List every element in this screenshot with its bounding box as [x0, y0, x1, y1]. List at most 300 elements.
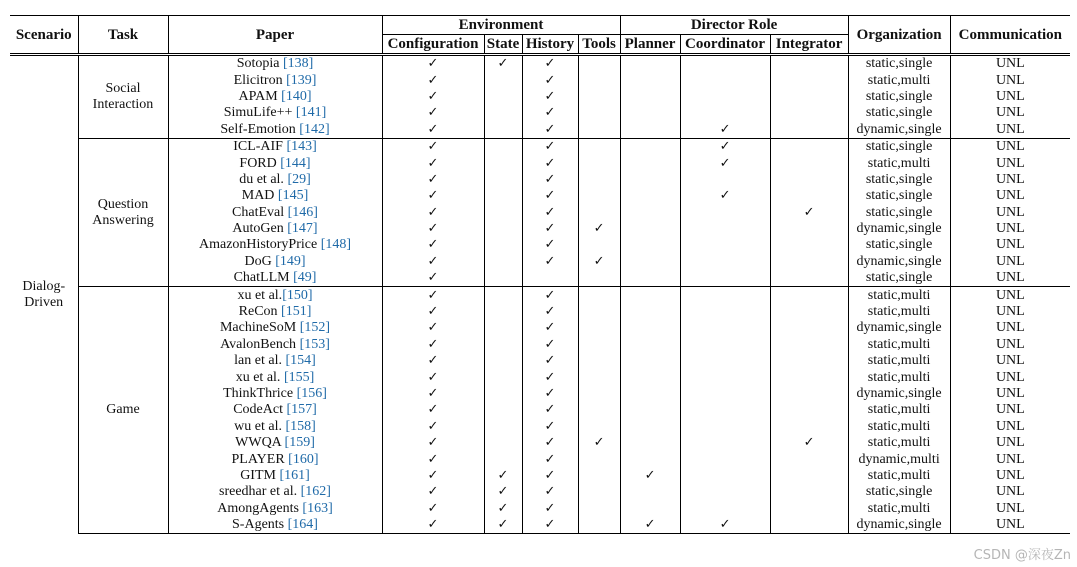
- citation-ref[interactable]: [149]: [275, 253, 306, 269]
- tools-cell: [578, 337, 620, 353]
- paper-cell: [168, 517, 382, 534]
- organization-cell: static,single: [848, 188, 950, 204]
- state-cell: [484, 55, 522, 73]
- communication-cell: UNL: [995, 451, 1025, 467]
- check-mark: ✓: [719, 121, 731, 137]
- check-mark: ✓: [427, 155, 439, 171]
- tools-cell: [578, 402, 620, 418]
- organization-cell: dynamic,single: [848, 221, 950, 237]
- state-cell: [484, 402, 522, 418]
- table-row: [10, 468, 1070, 484]
- paper-name: MAD: [241, 188, 275, 204]
- citation-ref[interactable]: [155]: [283, 369, 315, 385]
- citation-ref[interactable]: [49]: [293, 270, 317, 286]
- communication-cell: UNL: [995, 418, 1025, 434]
- configuration-cell: [382, 155, 484, 171]
- history-cell: [522, 353, 578, 369]
- state-cell: [484, 337, 522, 353]
- configuration-cell: [382, 89, 484, 105]
- integrator-cell: [770, 517, 848, 534]
- paper-name: CodeAct: [233, 402, 283, 418]
- tools-cell: [578, 188, 620, 204]
- history-cell: [522, 517, 578, 534]
- task-cell: Social Interaction: [78, 55, 168, 139]
- check-mark: ✓: [593, 435, 605, 451]
- integrator-cell: [770, 172, 848, 188]
- organization-cell: static,multi: [848, 304, 950, 320]
- configuration-cell: [382, 484, 484, 500]
- history-cell: [522, 484, 578, 500]
- table-row: [10, 501, 1070, 517]
- state-cell: [484, 72, 522, 88]
- header-paper: Paper: [168, 16, 382, 55]
- state-cell: [484, 451, 522, 467]
- citation-ref[interactable]: [139]: [286, 72, 317, 88]
- paper-cell: [168, 172, 382, 188]
- check-mark: ✓: [497, 517, 509, 533]
- check-mark: ✓: [544, 253, 556, 269]
- check-mark: ✓: [544, 105, 556, 121]
- tools-cell: [578, 72, 620, 88]
- citation-ref[interactable]: [157]: [286, 402, 317, 418]
- communication-cell: UNL: [995, 402, 1025, 418]
- table-row: [10, 287, 1070, 304]
- check-mark: ✓: [544, 320, 556, 336]
- table-row: [10, 419, 1070, 435]
- history-cell: [522, 254, 578, 270]
- tools-cell: [578, 304, 620, 320]
- communication-cell: UNL: [995, 188, 1025, 204]
- configuration-cell: [382, 353, 484, 369]
- state-cell: [484, 419, 522, 435]
- integrator-cell: [770, 369, 848, 385]
- paper-name: APAM: [238, 88, 278, 104]
- citation-ref[interactable]: [146]: [287, 204, 318, 220]
- citation-ref[interactable]: [154]: [285, 353, 316, 369]
- paper-cell: [168, 55, 382, 73]
- coordinator-cell: [680, 484, 770, 500]
- configuration-cell: [382, 419, 484, 435]
- check-mark: ✓: [427, 121, 439, 137]
- check-mark: ✓: [497, 500, 509, 516]
- communication-cell: UNL: [995, 56, 1025, 72]
- integrator-cell: [770, 55, 848, 73]
- integrator-cell: [770, 122, 848, 139]
- history-cell: [522, 419, 578, 435]
- table-row: [10, 205, 1070, 221]
- organization-cell: static,multi: [848, 419, 950, 435]
- coordinator-cell: [680, 155, 770, 171]
- planner-cell: [620, 55, 680, 73]
- paper-cell: [168, 270, 382, 287]
- check-mark: ✓: [427, 500, 439, 516]
- planner-cell: [620, 270, 680, 287]
- planner-cell: [620, 221, 680, 237]
- citation-ref[interactable]: [162]: [300, 484, 331, 500]
- citation-ref[interactable]: [138]: [282, 56, 314, 72]
- coordinator-cell: [680, 205, 770, 221]
- paper-name: wu et al.: [234, 418, 282, 434]
- table-row: [10, 155, 1070, 171]
- communication-cell: UNL: [995, 72, 1025, 88]
- communication-cell: UNL: [950, 517, 1070, 534]
- header-coordinator: Coordinator: [680, 35, 770, 55]
- header-history: History: [522, 35, 578, 55]
- tools-cell: [578, 353, 620, 369]
- table-row: [10, 304, 1070, 320]
- coordinator-cell: [680, 188, 770, 204]
- integrator-cell: [770, 402, 848, 418]
- history-cell: [522, 72, 578, 88]
- check-mark: ✓: [544, 353, 556, 369]
- state-cell: [484, 484, 522, 500]
- planner-cell: [620, 205, 680, 221]
- organization-cell: static,multi: [848, 155, 950, 171]
- history-cell: [522, 205, 578, 221]
- communication-cell: UNL: [995, 467, 1025, 483]
- planner-cell: [620, 353, 680, 369]
- check-mark: ✓: [427, 221, 439, 237]
- history-cell: [522, 320, 578, 336]
- table-row: [10, 105, 1070, 121]
- check-mark: ✓: [544, 484, 556, 500]
- history-cell: [522, 468, 578, 484]
- citation-ref[interactable]: [158]: [285, 418, 316, 434]
- configuration-cell: [382, 221, 484, 237]
- check-mark: ✓: [427, 517, 439, 533]
- paper-cell: [168, 468, 382, 484]
- check-mark: ✓: [803, 435, 815, 451]
- integrator-cell: [770, 353, 848, 369]
- table-row: [10, 172, 1070, 188]
- tools-cell: [578, 501, 620, 517]
- configuration-cell: [382, 172, 484, 188]
- check-mark: ✓: [427, 369, 439, 385]
- check-mark: ✓: [544, 139, 556, 155]
- tools-cell: [578, 105, 620, 121]
- organization-cell: dynamic,multi: [848, 451, 950, 467]
- communication-cell: UNL: [950, 287, 1070, 304]
- comparison-table: [10, 15, 1070, 534]
- table-row: [10, 122, 1070, 139]
- communication-cell: UNL: [995, 500, 1025, 516]
- check-mark: ✓: [427, 386, 439, 401]
- configuration-cell: [382, 188, 484, 204]
- check-mark: ✓: [544, 402, 556, 418]
- header-scenario: Scenario: [10, 16, 78, 55]
- paper-name: ThinkThrice: [223, 386, 294, 401]
- history-cell: [522, 89, 578, 105]
- organization-cell: static,multi: [848, 337, 950, 353]
- tools-cell: [578, 205, 620, 221]
- tools-cell: [578, 484, 620, 500]
- state-cell: [484, 468, 522, 484]
- citation-ref[interactable]: [147]: [287, 221, 318, 237]
- citation-ref[interactable]: [143]: [286, 139, 317, 155]
- planner-cell: [620, 155, 680, 171]
- organization-cell: static,single: [848, 138, 950, 155]
- citation-ref[interactable]: [144]: [280, 155, 311, 171]
- state-cell: [484, 254, 522, 270]
- tools-cell: [578, 138, 620, 155]
- check-mark: ✓: [719, 155, 731, 171]
- table-row: [10, 484, 1070, 500]
- check-mark: ✓: [544, 336, 556, 352]
- state-cell: [484, 138, 522, 155]
- integrator-cell: [770, 237, 848, 253]
- header-integrator: Integrator: [770, 35, 848, 55]
- coordinator-cell: [680, 105, 770, 121]
- coordinator-cell: [680, 468, 770, 484]
- planner-cell: [620, 419, 680, 435]
- state-cell: [484, 386, 522, 402]
- organization-cell: static,multi: [848, 72, 950, 88]
- tools-cell: [578, 419, 620, 435]
- organization-cell: static,single: [848, 55, 950, 73]
- check-mark: ✓: [544, 369, 556, 385]
- organization-cell: dynamic,single: [848, 386, 950, 402]
- table-row: [10, 353, 1070, 369]
- check-mark: ✓: [427, 171, 439, 187]
- paper-name: FORD: [239, 155, 277, 171]
- configuration-cell: [382, 138, 484, 155]
- citation-ref[interactable]: [152]: [299, 320, 331, 336]
- tools-cell: [578, 89, 620, 105]
- state-cell: [484, 304, 522, 320]
- check-mark: ✓: [544, 418, 556, 434]
- integrator-cell: [770, 484, 848, 500]
- coordinator-cell: [680, 270, 770, 287]
- state-cell: [484, 320, 522, 336]
- integrator-cell: [770, 304, 848, 320]
- integrator-cell: [770, 254, 848, 270]
- table-row: [10, 89, 1070, 105]
- state-cell: [484, 435, 522, 451]
- organization-cell: static,single: [848, 484, 950, 500]
- tools-cell: [578, 221, 620, 237]
- coordinator-cell: [680, 138, 770, 155]
- citation-ref[interactable]: [156]: [296, 386, 327, 401]
- task-cell: Game: [78, 287, 168, 534]
- citation-ref[interactable]: [141]: [295, 105, 327, 121]
- paper-cell: [168, 402, 382, 418]
- integrator-cell: [770, 435, 848, 451]
- history-cell: [522, 451, 578, 467]
- paper-name: AvalonBench: [220, 336, 297, 352]
- integrator-cell: [770, 155, 848, 171]
- paper-cell: [168, 353, 382, 369]
- planner-cell: [620, 369, 680, 385]
- check-mark: ✓: [497, 484, 509, 500]
- history-cell: [522, 287, 578, 304]
- tools-cell: [578, 270, 620, 287]
- table-body: [10, 55, 1070, 534]
- communication-cell: UNL: [995, 204, 1025, 220]
- integrator-cell: [770, 188, 848, 204]
- paper-name: ICL-AIF: [233, 139, 283, 155]
- citation-ref[interactable]: [153]: [299, 336, 330, 352]
- paper-name: lan et al.: [234, 353, 282, 369]
- coordinator-cell: [680, 402, 770, 418]
- state-cell: [484, 122, 522, 139]
- paper-name: GITM: [240, 467, 276, 483]
- state-cell: [484, 155, 522, 171]
- table-row: [10, 254, 1070, 270]
- paper-cell: [168, 451, 382, 467]
- citation-ref[interactable]: [163]: [302, 500, 333, 516]
- organization-cell: dynamic,single: [848, 320, 950, 336]
- check-mark: ✓: [427, 320, 439, 336]
- configuration-cell: [382, 55, 484, 73]
- integrator-cell: [770, 386, 848, 402]
- coordinator-cell: [680, 55, 770, 73]
- history-cell: [522, 369, 578, 385]
- check-mark: ✓: [544, 451, 556, 467]
- tools-cell: [578, 55, 620, 73]
- planner-cell: [620, 138, 680, 155]
- table-row: [10, 451, 1070, 467]
- history-cell: [522, 155, 578, 171]
- header-director-role: Director Role: [620, 16, 848, 35]
- paper-name: SimuLife++: [223, 105, 293, 121]
- citation-ref[interactable]: [145]: [277, 188, 309, 204]
- organization-cell: dynamic,single: [848, 517, 950, 534]
- table-row: [10, 337, 1070, 353]
- paper-name: PLAYER: [231, 451, 285, 467]
- organization-cell: static,single: [848, 89, 950, 105]
- tools-cell: [578, 451, 620, 467]
- configuration-cell: [382, 386, 484, 402]
- history-cell: [522, 402, 578, 418]
- history-cell: [522, 435, 578, 451]
- planner-cell: [620, 72, 680, 88]
- paper-name: Self-Emotion: [220, 121, 296, 137]
- communication-cell: UNL: [995, 253, 1025, 269]
- organization-cell: static,multi: [848, 287, 950, 304]
- planner-cell: [620, 517, 680, 534]
- coordinator-cell: [680, 337, 770, 353]
- tools-cell: [578, 468, 620, 484]
- check-mark: ✓: [544, 386, 556, 401]
- history-cell: [522, 270, 578, 287]
- planner-cell: [620, 89, 680, 105]
- planner-cell: [620, 254, 680, 270]
- tools-cell: [578, 155, 620, 171]
- table-row: [10, 402, 1070, 418]
- planner-cell: [620, 468, 680, 484]
- communication-cell: UNL: [995, 155, 1025, 171]
- paper-name: ReCon: [238, 304, 278, 320]
- configuration-cell: [382, 237, 484, 253]
- check-mark: ✓: [544, 88, 556, 104]
- state-cell: [484, 517, 522, 534]
- check-mark: ✓: [427, 253, 439, 269]
- tools-cell: [578, 320, 620, 336]
- integrator-cell: [770, 501, 848, 517]
- tools-cell: [578, 386, 620, 402]
- check-mark: ✓: [427, 56, 439, 72]
- check-mark: ✓: [544, 500, 556, 516]
- check-mark: ✓: [544, 188, 556, 204]
- history-cell: [522, 188, 578, 204]
- organization-cell: dynamic,single: [848, 122, 950, 139]
- check-mark: ✓: [544, 435, 556, 451]
- paper-name: MachineSoM: [219, 320, 297, 336]
- citation-ref[interactable]: [148]: [320, 237, 352, 253]
- check-mark: ✓: [544, 237, 556, 253]
- configuration-cell: [382, 517, 484, 534]
- citation-ref[interactable]: [140]: [281, 88, 312, 104]
- paper-cell: [168, 501, 382, 517]
- communication-cell: UNL: [995, 484, 1025, 500]
- state-cell: [484, 353, 522, 369]
- configuration-cell: [382, 270, 484, 287]
- coordinator-cell: [680, 89, 770, 105]
- paper-name: AmazonHistoryPrice: [198, 237, 318, 253]
- citation-ref[interactable]: [151]: [281, 304, 312, 320]
- check-mark: ✓: [544, 171, 556, 187]
- check-mark: ✓: [544, 155, 556, 171]
- communication-cell: UNL: [995, 435, 1025, 451]
- citation-ref[interactable]: [164]: [287, 517, 318, 533]
- organization-cell: static,multi: [848, 435, 950, 451]
- communication-cell: UNL: [995, 105, 1025, 121]
- organization-cell: static,multi: [848, 353, 950, 369]
- coordinator-cell: [680, 221, 770, 237]
- header-communication: Communication: [950, 16, 1070, 55]
- configuration-cell: [382, 468, 484, 484]
- integrator-cell: [770, 89, 848, 105]
- paper-cell: [168, 155, 382, 171]
- check-mark: ✓: [544, 204, 556, 220]
- citation-ref[interactable]: [29]: [287, 171, 311, 187]
- state-cell: [484, 270, 522, 287]
- paper-cell: [168, 337, 382, 353]
- planner-cell: [620, 304, 680, 320]
- citation-ref[interactable]: [150]: [282, 287, 313, 303]
- citation-ref[interactable]: [160]: [288, 451, 319, 467]
- configuration-cell: [382, 451, 484, 467]
- citation-ref[interactable]: [142]: [299, 121, 330, 137]
- check-mark: ✓: [427, 287, 439, 303]
- state-cell: [484, 369, 522, 385]
- communication-cell: UNL: [950, 122, 1070, 139]
- citation-ref[interactable]: [161]: [279, 467, 310, 483]
- paper-name: sreedhar et al.: [219, 484, 298, 500]
- paper-cell: [168, 287, 382, 304]
- citation-ref[interactable]: [159]: [284, 435, 315, 451]
- history-cell: [522, 55, 578, 73]
- state-cell: [484, 188, 522, 204]
- integrator-cell: [770, 270, 848, 287]
- coordinator-cell: [680, 304, 770, 320]
- coordinator-cell: [680, 320, 770, 336]
- check-mark: ✓: [427, 418, 439, 434]
- paper-name: xu et al.: [237, 287, 283, 303]
- header-organization: Organization: [848, 16, 950, 55]
- table-row: [10, 369, 1070, 385]
- integrator-cell: [770, 138, 848, 155]
- check-mark: ✓: [427, 484, 439, 500]
- paper-name: S-Agents: [232, 517, 285, 533]
- coordinator-cell: [680, 386, 770, 402]
- organization-cell: static,multi: [848, 468, 950, 484]
- state-cell: [484, 501, 522, 517]
- coordinator-cell: [680, 451, 770, 467]
- header-task: Task: [78, 16, 168, 55]
- state-cell: [484, 105, 522, 121]
- history-cell: [522, 172, 578, 188]
